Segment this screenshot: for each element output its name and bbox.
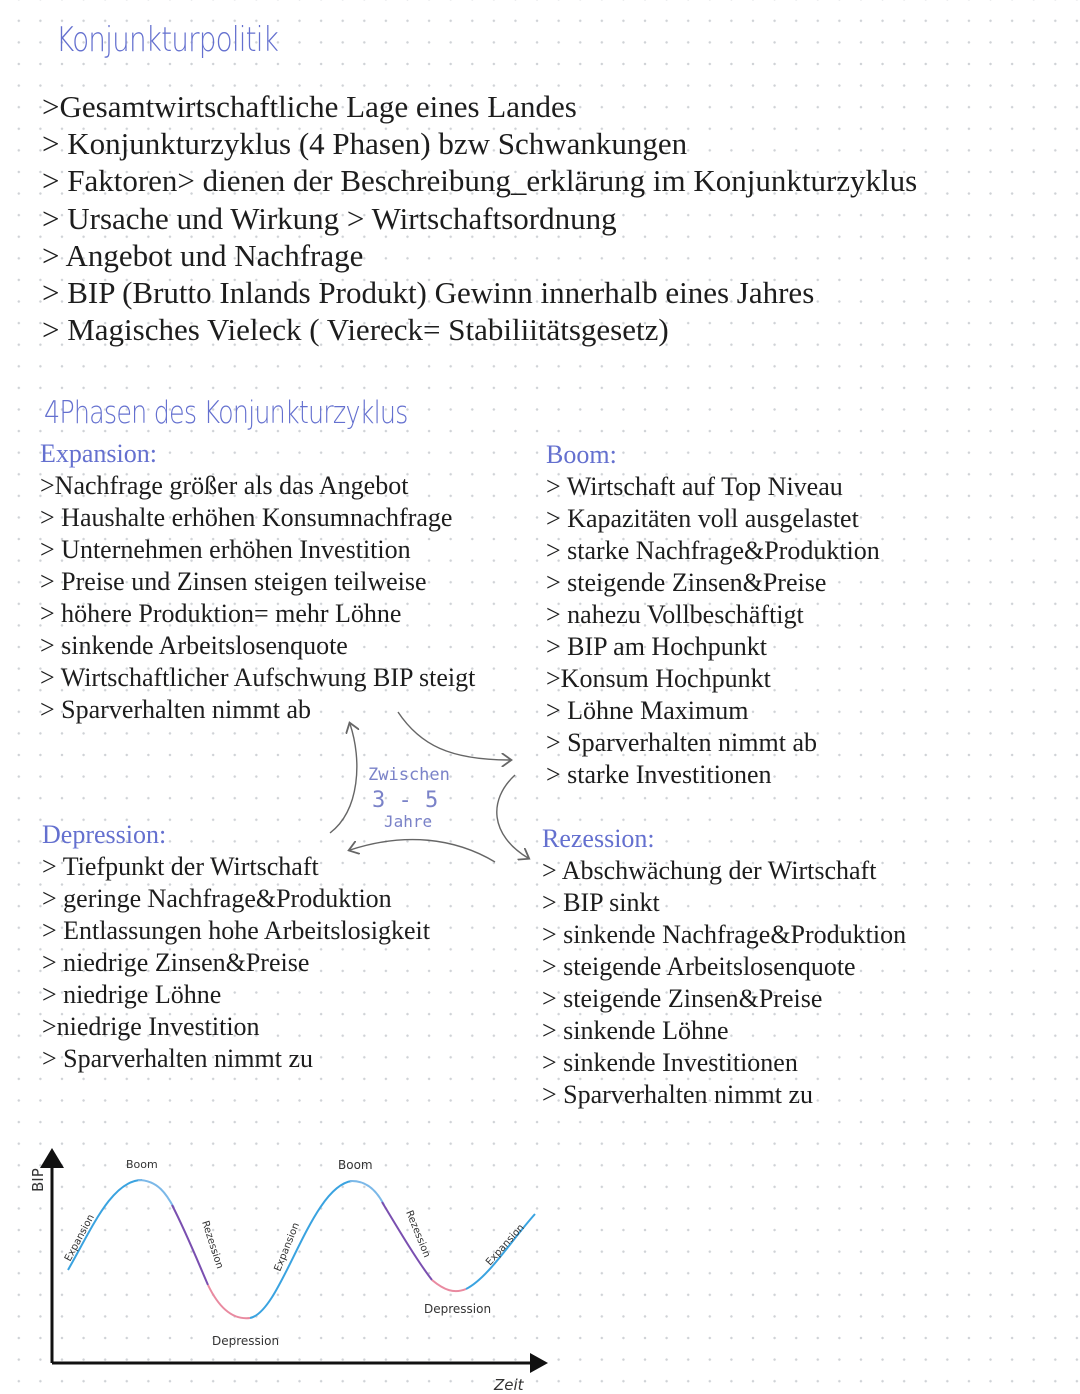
label-boom-2: Boom xyxy=(338,1158,373,1172)
list-item: > niedrige Zinsen&Preise xyxy=(42,948,310,977)
list-item: > höhere Produktion= mehr Löhne xyxy=(40,599,402,628)
list-item: > Wirtschaft auf Top Niveau xyxy=(546,472,843,501)
list-item: > starke Investitionen xyxy=(546,760,772,789)
intro-item: > Faktoren> dienen der Beschreibung_erklärung im Konjunkturzyklus xyxy=(42,163,918,199)
y-axis-arrow xyxy=(40,1148,64,1168)
curve-expansion-1 xyxy=(68,1180,142,1270)
curve-boom-2 xyxy=(350,1181,384,1205)
list-item: > BIP sinkt xyxy=(542,888,660,917)
list-item: >Nachfrage größer als das Angebot xyxy=(40,471,409,500)
list-item: > starke Nachfrage&Produktion xyxy=(546,536,880,565)
list-item: > Sparverhalten nimmt ab xyxy=(40,695,311,724)
list-item: > sinkende Arbeitslosenquote xyxy=(40,631,348,660)
intro-item: > Magisches Vieleck ( Viereck= Stabiliitätsgesetz) xyxy=(42,312,669,348)
intro-item: > Konjunkturzyklus (4 Phasen) bzw Schwankungen xyxy=(42,126,688,162)
curve-expansion-2 xyxy=(250,1181,352,1318)
list-item: > niedrige Löhne xyxy=(42,980,222,1009)
expansion-heading: Expansion: xyxy=(40,439,157,468)
list-item: > steigende Arbeitslosenquote xyxy=(542,952,856,981)
list-item: > Abschwächung der Wirtschaft xyxy=(542,856,877,885)
label-expansion-1: Expansion xyxy=(62,1212,97,1264)
list-item: > BIP am Hochpunkt xyxy=(546,632,767,661)
list-item: > Unternehmen erhöhen Investition xyxy=(40,535,411,564)
list-item: > steigende Zinsen&Preise xyxy=(546,568,827,597)
list-item: > Haushalte erhöhen Konsumnachfrage xyxy=(40,503,453,532)
depression-heading: Depression: xyxy=(42,820,167,849)
page-title: Konjunkturpolitik xyxy=(56,20,279,60)
cycle-note-line3: Jahre xyxy=(384,812,433,831)
rezession-heading: Rezession: xyxy=(542,824,655,853)
list-item: > Kapazitäten voll ausgelastet xyxy=(546,504,859,533)
boom-heading: Boom: xyxy=(546,440,617,469)
intro-item: >Gesamtwirtschaftliche Lage eines Landes xyxy=(42,89,577,124)
phases-heading: 4Phasen des Konjunkturzyklus xyxy=(44,395,408,431)
list-item: >niedrige Investition xyxy=(42,1012,260,1041)
cycle-note-line2: 3 - 5 xyxy=(372,788,439,813)
cycle-note-line1: Zwischen xyxy=(368,765,450,785)
list-item: > Sparverhalten nimmt zu xyxy=(42,1044,313,1073)
label-rezession-2: Rezession xyxy=(403,1209,433,1260)
intro-item: > Angebot und Nachfrage xyxy=(42,237,364,273)
x-axis-arrow xyxy=(530,1353,548,1373)
curve-rezession-1 xyxy=(172,1205,208,1285)
label-boom-1: Boom xyxy=(126,1158,158,1171)
list-item: > nahezu Vollbeschäftigt xyxy=(546,600,804,629)
list-item: > sinkende Investitionen xyxy=(542,1048,798,1077)
list-item: > Entlassungen hohe Arbeitslosigkeit xyxy=(42,916,431,945)
label-expansion-2: Expansion xyxy=(272,1221,303,1274)
list-item: >Konsum Hochpunkt xyxy=(546,664,771,693)
curve-depression-1 xyxy=(208,1285,250,1318)
curve-depression-2 xyxy=(432,1280,466,1291)
list-item: > sinkende Nachfrage&Produktion xyxy=(542,920,907,949)
label-rezession-1: Rezession xyxy=(199,1219,225,1271)
intro-item: > Ursache und Wirkung > Wirtschaftsordnung xyxy=(42,200,617,236)
list-item: > steigende Zinsen&Preise xyxy=(542,984,823,1013)
list-item: > Sparverhalten nimmt ab xyxy=(546,728,817,757)
label-expansion-3: Expansion xyxy=(484,1222,527,1269)
list-item: > Preise und Zinsen steigen teilweise xyxy=(40,567,427,596)
x-axis-label: Zeit xyxy=(494,1376,524,1394)
list-item: > Sparverhalten nimmt zu xyxy=(542,1080,813,1109)
list-item: > sinkende Löhne xyxy=(542,1016,729,1045)
list-item: > Löhne Maximum xyxy=(546,696,749,725)
list-item: > Tiefpunkt der Wirtschaft xyxy=(42,852,319,881)
list-item: > geringe Nachfrage&Produktion xyxy=(42,884,392,913)
curve-boom-1 xyxy=(138,1180,174,1208)
y-axis-label: BIP xyxy=(29,1168,47,1192)
list-item: > Wirtschaftlicher Aufschwung BIP steigt xyxy=(40,663,476,692)
label-depression-1: Depression xyxy=(212,1334,280,1348)
label-depression-2: Depression xyxy=(424,1302,492,1316)
intro-item: > BIP (Brutto Inlands Produkt) Gewinn innerhalb eines Jahres xyxy=(42,275,815,311)
